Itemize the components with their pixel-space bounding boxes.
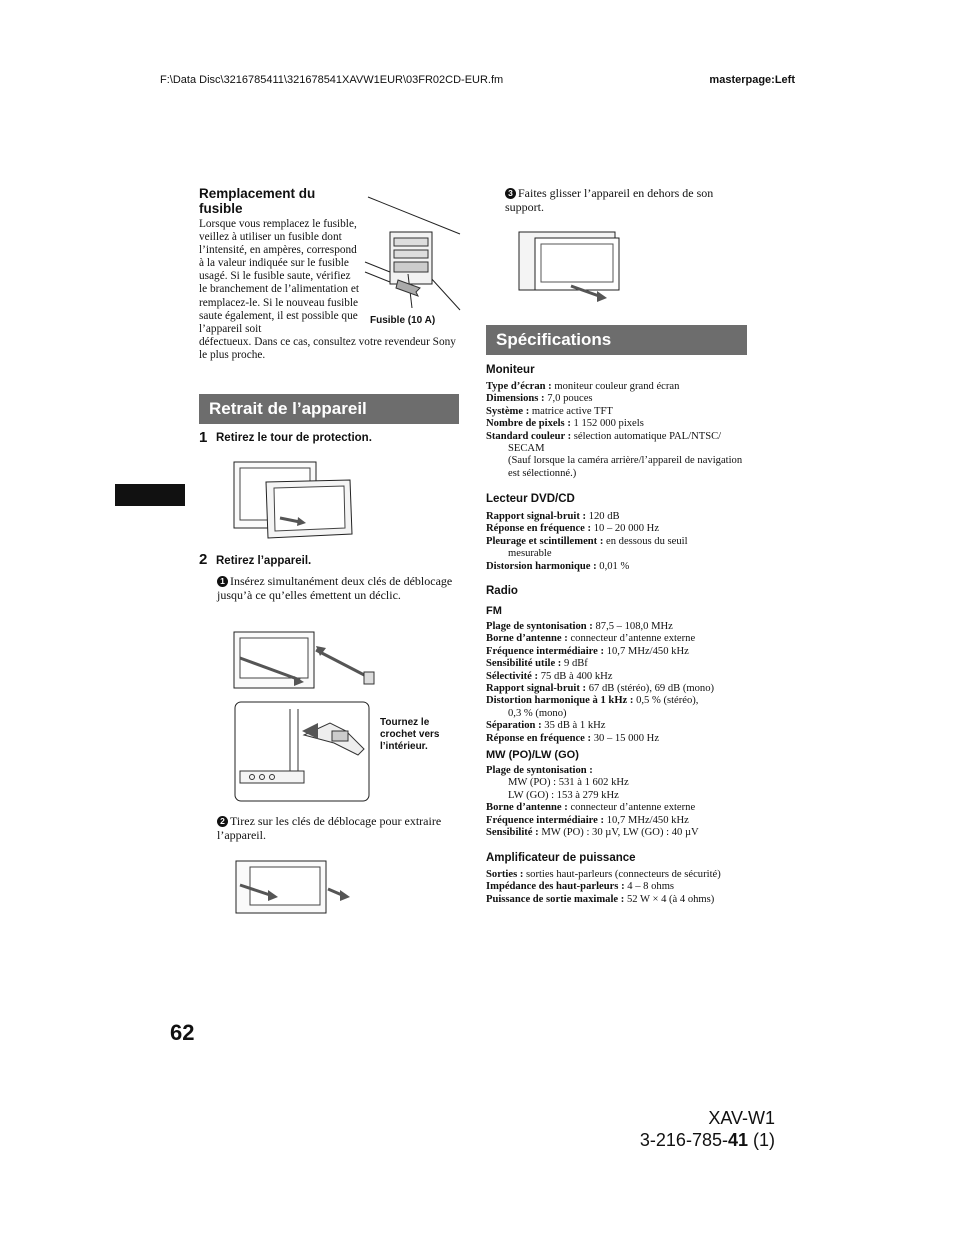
fuse-title: Remplacement du fusible bbox=[199, 186, 316, 216]
spec-outputs: Sorties : sorties haut-parleurs (connecteurs de sécurité) bbox=[486, 869, 721, 880]
substep2-number: 2 bbox=[217, 816, 228, 827]
spec-harmonic-distortion: Distorsion harmonique : 0,01 % bbox=[486, 560, 630, 572]
hook-caption: Tournez le crochet vers l’intérieur. bbox=[380, 717, 440, 752]
substep3-text: Faites glisser l’appareil en dehors de son support. bbox=[505, 186, 714, 214]
spec-fm-tuning: Plage de syntonisation : 87,5 – 108,0 MHz bbox=[486, 621, 673, 632]
spec-screen-type: Type d’écran : moniteur couleur grand écran bbox=[486, 381, 680, 392]
spec-fm-antenna: Borne d’antenne : connecteur d’antenne externe bbox=[486, 633, 696, 645]
spec-wow-flutter: Pleurage et scintillement : en dessous du seuil bbox=[486, 535, 688, 547]
spec-mw-antenna: Borne d’antenne : connecteur d’antenne externe bbox=[486, 802, 696, 814]
fuse-body-wide: défectueux. Dans ce cas, consultez votre revendeur Sony le plus proche. bbox=[199, 335, 456, 361]
monitor-specs bbox=[486, 381, 748, 480]
spec-freq-response: Réponse en fréquence : 10 – 20 000 Hz bbox=[486, 523, 660, 535]
fuse-fig-caption: Fusible (10 A) bbox=[370, 315, 436, 326]
masterpage-label: masterpage:Left bbox=[709, 74, 795, 86]
spec-fm-sensitivity: Sensibilité utile : 9 dBf bbox=[486, 658, 588, 670]
spec-fm-selectivity: Sélectivité : 75 dB à 400 kHz bbox=[486, 670, 613, 682]
spec-fm-separation: Séparation : 35 dB à 1 kHz bbox=[486, 720, 606, 732]
radio-title: Radio bbox=[486, 585, 518, 597]
spec-mw-tuning-mw: MW (PO) : 531 à 1 602 kHz bbox=[508, 777, 629, 789]
spec-fm-distortion: Distortion harmonique à 1 kHz : 0,5 % (stéréo), bbox=[486, 695, 699, 707]
spec-mw-tuning-lw: LW (GO) : 153 à 279 kHz bbox=[508, 789, 619, 801]
spec-mw-sensitivity: Sensibilité : MW (PO) : 30 µV, LW (GO) : 40 µV bbox=[486, 827, 699, 839]
spec-fm-snr: Rapport signal-bruit : 67 dB (stéréo), 69 dB (mono) bbox=[486, 683, 715, 695]
substep1-text: Insérez simultanément deux clés de déblocage jusqu’à ce qu’elles émettent un déclic. bbox=[217, 574, 453, 602]
spec-system: Système : matrice active TFT bbox=[486, 405, 613, 417]
substep1-number: 1 bbox=[217, 576, 228, 587]
substep3-number: 3 bbox=[505, 188, 516, 199]
fm-specs bbox=[486, 621, 748, 745]
removal-banner: Retrait de l’appareil bbox=[199, 394, 459, 424]
spec-fm-if: Fréquence intermédiaire : 10,7 MHz/450 kHz bbox=[486, 645, 689, 657]
page-number: 62 bbox=[170, 1020, 195, 1045]
substep2 bbox=[217, 814, 459, 842]
spec-fm-distortion-cont: 0,3 % (mono) bbox=[508, 707, 567, 719]
spec-wow-flutter-cont: mesurable bbox=[508, 548, 552, 560]
spec-fm-freq-response: Réponse en fréquence : 30 – 15 000 Hz bbox=[486, 732, 660, 744]
spec-dimensions: Dimensions : 7,0 pouces bbox=[486, 393, 593, 405]
spec-snr: Rapport signal-bruit : 120 dB bbox=[486, 511, 620, 522]
mw-specs bbox=[486, 765, 748, 839]
spec-color-standard-note: (Sauf lorsque la caméra arrière/l’appareil de navigation est sélectionné.) bbox=[508, 455, 743, 479]
spec-max-power: Puissance de sortie maximale : 52 W × 4 (à 4 ohms) bbox=[486, 893, 715, 905]
fuse-body-narrow: Lorsque vous remplacez le fusible, veillez à utiliser un fusible dont l’intensité, en ampères, correspond à la valeur indiquée sur le fusible usagé. Si le fusible saute, vérifiez le branchement de l’alimentation et remplacez-le. Si le nouveau fusible saute également, il est possible que l’appareil soit bbox=[199, 218, 359, 335]
substep3-figure bbox=[515, 228, 625, 304]
spec-pixels: Nombre de pixels : 1 152 000 pixels bbox=[486, 418, 644, 430]
dvd-specs bbox=[486, 511, 748, 573]
amp-title: Amplificateur de puissance bbox=[486, 852, 636, 864]
spec-color-standard: Standard couleur : sélection automatique PAL/NTSC/ bbox=[486, 430, 722, 442]
step2-figure-pull bbox=[230, 855, 354, 919]
file-path: F:\Data Disc\3216785411\321678541XAVW1EUR\03FR02CD-EUR.fm bbox=[160, 74, 504, 86]
fuse-figure bbox=[360, 192, 462, 322]
step1-figure bbox=[230, 456, 356, 544]
mw-title: MW (PO)/LW (GO) bbox=[486, 749, 579, 761]
part-number: 3-216-785-41 (1) bbox=[639, 1130, 775, 1150]
substep2-text: Tirez sur les clés de déblocage pour extraire l’appareil. bbox=[217, 814, 442, 842]
step1-text: Retirez le tour de protection. bbox=[216, 432, 372, 444]
spec-mw-if: Fréquence intermédiaire : 10,7 MHz/450 kHz bbox=[486, 814, 689, 826]
fm-title: FM bbox=[486, 605, 502, 617]
spec-mw-tuning: Plage de syntonisation : bbox=[486, 765, 593, 776]
specs-banner: Spécifications bbox=[486, 325, 747, 355]
step2-number: 2 bbox=[199, 551, 208, 568]
step2-figure-keys bbox=[230, 628, 380, 694]
model-name: XAV-W1 bbox=[708, 1108, 775, 1128]
spec-color-standard-cont: SECAM bbox=[508, 443, 545, 455]
substep3 bbox=[505, 186, 747, 214]
amp-specs bbox=[486, 869, 754, 906]
spec-impedance: Impédance des haut-parleurs : 4 – 8 ohms bbox=[486, 881, 675, 893]
substep1 bbox=[217, 574, 459, 602]
step2-figure-hook bbox=[234, 701, 372, 803]
dvd-title: Lecteur DVD/CD bbox=[486, 493, 575, 505]
step1-number: 1 bbox=[199, 429, 208, 446]
section-tab-marker bbox=[115, 484, 185, 506]
step2-text: Retirez l’appareil. bbox=[216, 555, 312, 567]
monitor-title: Moniteur bbox=[486, 364, 535, 376]
